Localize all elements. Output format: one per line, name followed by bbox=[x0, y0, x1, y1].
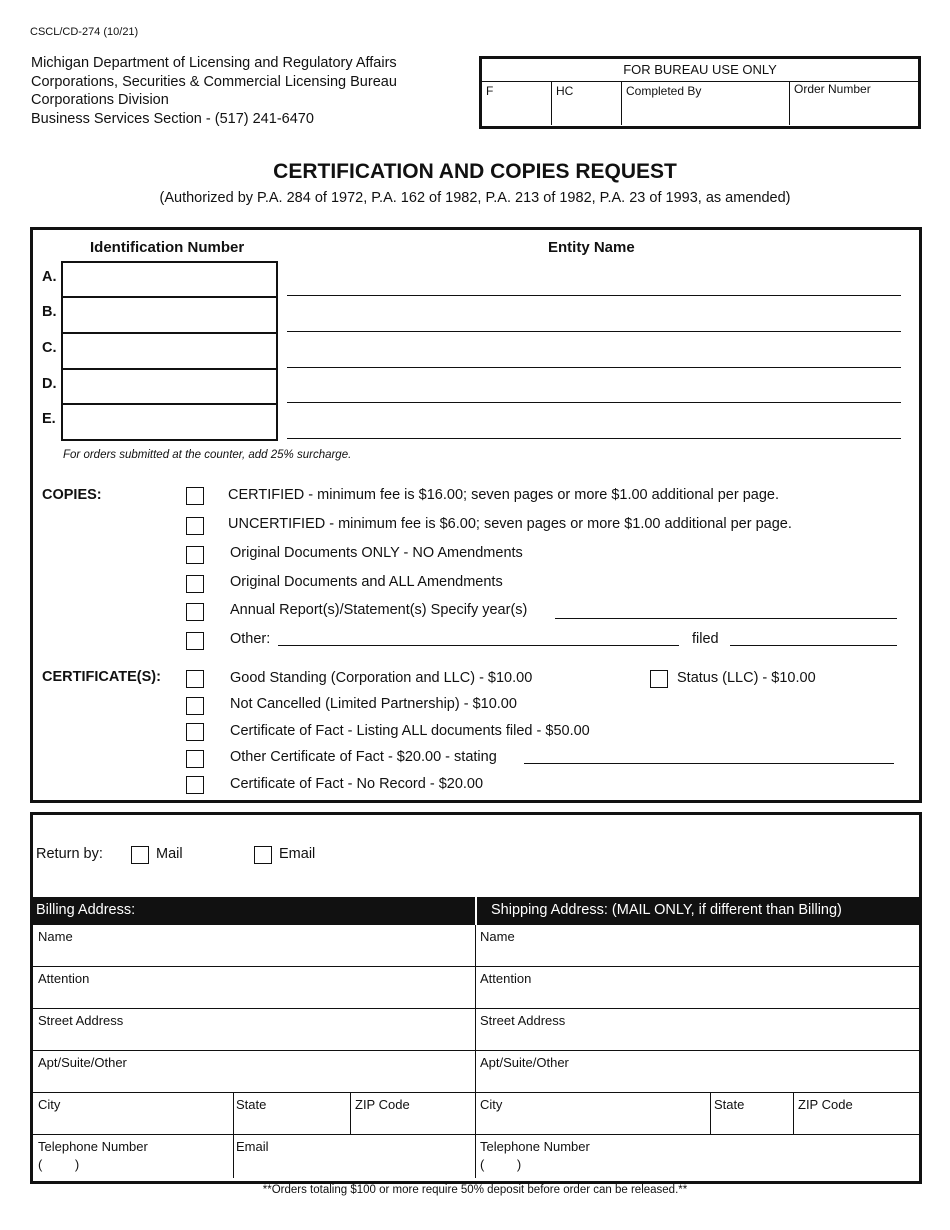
bureau-cell-order-number: Order Number bbox=[794, 82, 871, 96]
form-code: CSCL/CD-274 (10/21) bbox=[30, 26, 139, 38]
shipping-name-field[interactable]: Name bbox=[480, 929, 515, 944]
billing-email-field[interactable]: Email bbox=[236, 1139, 269, 1154]
original-all-checkbox[interactable] bbox=[186, 575, 204, 593]
billing-phone-area-code[interactable]: ( ) bbox=[38, 1157, 80, 1172]
fact-all-checkbox[interactable] bbox=[186, 723, 204, 741]
bureau-box-title: FOR BUREAU USE ONLY bbox=[482, 59, 918, 82]
other-copies-checkbox[interactable] bbox=[186, 632, 204, 650]
identification-number-input-a[interactable] bbox=[61, 261, 278, 299]
not-cancelled-label: Not Cancelled (Limited Partnership) - $10.00 bbox=[230, 696, 517, 712]
fact-other-stating-input[interactable] bbox=[524, 763, 894, 764]
fact-no-record-checkbox[interactable] bbox=[186, 776, 204, 794]
good-standing-label: Good Standing (Corporation and LLC) - $10.00 bbox=[230, 670, 533, 686]
agency-line: Corporations Division bbox=[31, 92, 169, 108]
entity-name-input-c[interactable] bbox=[287, 367, 901, 368]
billing-city-field[interactable]: City bbox=[38, 1097, 61, 1112]
billing-apt-field[interactable]: Apt/Suite/Other bbox=[38, 1055, 127, 1070]
return-mail-checkbox[interactable] bbox=[131, 846, 149, 864]
shipping-attention-field[interactable]: Attention bbox=[480, 971, 532, 986]
row-divider bbox=[33, 1134, 919, 1135]
filed-input[interactable] bbox=[730, 645, 897, 646]
status-llc-label: Status (LLC) - $10.00 bbox=[677, 670, 816, 686]
return-email-label: Email bbox=[279, 846, 316, 862]
shipping-city-field[interactable]: City bbox=[480, 1097, 503, 1112]
row-label-a: A. bbox=[42, 269, 57, 285]
agency-line: Corporations, Securities & Commercial Licensing Bureau bbox=[31, 73, 397, 90]
shipping-state-field[interactable]: State bbox=[714, 1097, 745, 1112]
entity-name-input-d[interactable] bbox=[287, 402, 901, 403]
annual-year-input[interactable] bbox=[555, 618, 897, 619]
row-label-e: E. bbox=[42, 411, 56, 427]
certified-checkbox[interactable] bbox=[186, 487, 204, 505]
column-divider bbox=[475, 925, 476, 1178]
other-copies-input[interactable] bbox=[278, 645, 679, 646]
annual-report-label: Annual Report(s)/Statement(s) Specify year(s) bbox=[230, 602, 528, 618]
row-divider bbox=[33, 966, 919, 967]
fact-no-record-label: Certificate of Fact - No Record - $20.00 bbox=[230, 776, 484, 792]
filed-label: filed bbox=[692, 631, 719, 647]
shipping-street-field[interactable]: Street Address bbox=[480, 1013, 566, 1028]
entity-name-header: Entity Name bbox=[548, 239, 635, 256]
agency-line: Business Services Section - (517) 241-6470 bbox=[31, 110, 314, 127]
billing-name-field[interactable]: Name bbox=[38, 929, 73, 944]
copies-label: COPIES: bbox=[42, 487, 102, 503]
entity-name-input-a[interactable] bbox=[287, 295, 901, 296]
row-label-c: C. bbox=[42, 340, 57, 356]
original-only-checkbox[interactable] bbox=[186, 546, 204, 564]
entity-name-input-b[interactable] bbox=[287, 331, 901, 332]
page-title: CERTIFICATION AND COPIES REQUEST bbox=[273, 160, 677, 183]
annual-report-checkbox[interactable] bbox=[186, 603, 204, 621]
agency-block bbox=[31, 54, 397, 128]
uncertified-checkbox[interactable] bbox=[186, 517, 204, 535]
fact-all-label: Certificate of Fact - Listing ALL documents filed - $50.00 bbox=[230, 723, 590, 739]
return-email-checkbox[interactable] bbox=[254, 846, 272, 864]
billing-city-divider bbox=[233, 1092, 234, 1178]
billing-address-header: Billing Address: bbox=[36, 902, 136, 918]
shipping-phone-area-code[interactable]: ( ) bbox=[480, 1157, 522, 1172]
row-divider bbox=[33, 1092, 919, 1093]
identification-number-input-c[interactable] bbox=[61, 332, 278, 370]
row-divider bbox=[33, 1008, 919, 1009]
status-llc-checkbox[interactable] bbox=[650, 670, 668, 688]
billing-phone-field[interactable]: Telephone Number bbox=[38, 1139, 148, 1154]
row-label-b: B. bbox=[42, 304, 57, 320]
identification-number-header: Identification Number bbox=[90, 239, 245, 256]
other-copies-label: Other: bbox=[230, 631, 271, 647]
shipping-zip-field[interactable]: ZIP Code bbox=[798, 1097, 853, 1112]
page-subtitle: (Authorized by P.A. 284 of 1972, P.A. 162 of 1982, P.A. 213 of 1982, P.A. 23 of 1993, as amended) bbox=[159, 190, 791, 206]
entity-name-input-e[interactable] bbox=[287, 438, 901, 439]
billing-state-field[interactable]: State bbox=[236, 1097, 267, 1112]
identification-number-input-d[interactable] bbox=[61, 368, 278, 406]
good-standing-checkbox[interactable] bbox=[186, 670, 204, 688]
shipping-phone-field[interactable]: Telephone Number bbox=[480, 1139, 590, 1154]
row-label-d: D. bbox=[42, 376, 57, 392]
bureau-use-box bbox=[479, 56, 921, 129]
bureau-cell-hc: HC bbox=[552, 82, 622, 125]
not-cancelled-checkbox[interactable] bbox=[186, 697, 204, 715]
identification-number-input-b[interactable] bbox=[61, 296, 278, 334]
uncertified-label: UNCERTIFIED - minimum fee is $6.00; seven pages or more $1.00 additional per page. bbox=[228, 516, 792, 532]
billing-street-field[interactable]: Street Address bbox=[38, 1013, 124, 1028]
identification-number-input-e[interactable] bbox=[61, 403, 278, 441]
bureau-cell-f: F bbox=[482, 82, 552, 125]
certificates-label: CERTIFICATE(S): bbox=[42, 669, 161, 685]
fact-other-checkbox[interactable] bbox=[186, 750, 204, 768]
return-by-label: Return by: bbox=[36, 846, 103, 862]
billing-zip-field[interactable]: ZIP Code bbox=[355, 1097, 410, 1112]
shipping-address-header: Shipping Address: (MAIL ONLY, if different than Billing) bbox=[491, 902, 842, 918]
row-divider bbox=[33, 1050, 919, 1051]
original-all-label: Original Documents and ALL Amendments bbox=[230, 574, 503, 590]
shipping-state-divider bbox=[793, 1092, 794, 1134]
original-only-label: Original Documents ONLY - NO Amendments bbox=[230, 545, 523, 561]
counter-surcharge-note: For orders submitted at the counter, add 25% surcharge. bbox=[63, 449, 352, 461]
shipping-apt-field[interactable]: Apt/Suite/Other bbox=[480, 1055, 569, 1070]
billing-state-divider bbox=[350, 1092, 351, 1134]
shipping-city-divider bbox=[710, 1092, 711, 1134]
return-mail-label: Mail bbox=[156, 846, 183, 862]
bureau-cell-completed-by: Completed By bbox=[622, 82, 790, 125]
deposit-footer-note: **Orders totaling $100 or more require 50% deposit before order can be released.** bbox=[262, 1184, 688, 1196]
certified-label: CERTIFIED - minimum fee is $16.00; seven pages or more $1.00 additional per page. bbox=[228, 487, 780, 503]
fact-other-label: Other Certificate of Fact - $20.00 - stating bbox=[230, 749, 497, 765]
agency-line: Michigan Department of Licensing and Regulatory Affairs bbox=[31, 55, 397, 71]
billing-attention-field[interactable]: Attention bbox=[38, 971, 90, 986]
